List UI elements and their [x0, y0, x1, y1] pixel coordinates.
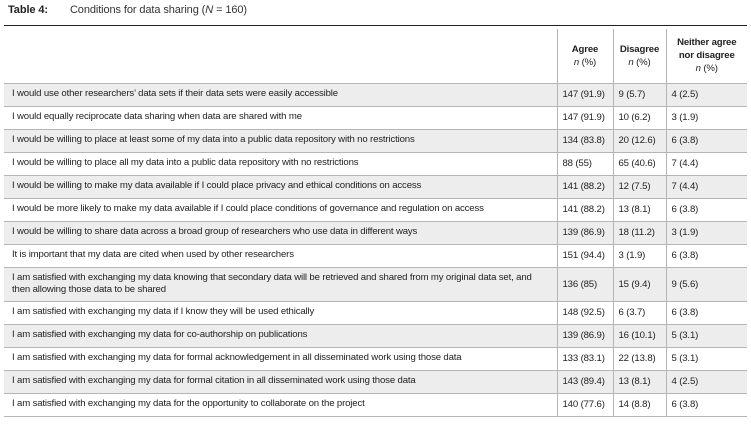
agree-cell: 140 (77.6): [557, 393, 613, 416]
table-row: [4, 267, 747, 301]
agree-cell: 139 (86.9): [557, 221, 613, 244]
agree-cell: 136 (85): [557, 267, 613, 301]
disagree-cell: 10 (6.2): [613, 106, 666, 129]
statement-cell: I would equally reciprocate data sharing when data are shared with me: [4, 106, 557, 129]
neither-cell: 3 (1.9): [666, 106, 747, 129]
header-statement: [4, 29, 557, 83]
agree-cell: 141 (88.2): [557, 198, 613, 221]
disagree-cell: 22 (13.8): [613, 347, 666, 370]
neither-cell: 4 (2.5): [666, 83, 747, 106]
neither-cell: 5 (3.1): [666, 324, 747, 347]
agree-cell: 148 (92.5): [557, 301, 613, 324]
data-sharing-table: [4, 29, 747, 417]
table-row: [4, 152, 747, 175]
neither-cell: 9 (5.6): [666, 267, 747, 301]
neither-cell: 6 (3.8): [666, 244, 747, 267]
neither-cell: 6 (3.8): [666, 301, 747, 324]
neither-cell: 6 (3.8): [666, 198, 747, 221]
header-agree: Agree n (%): [557, 29, 613, 83]
agree-cell: 88 (55): [557, 152, 613, 175]
neither-cell: 7 (4.4): [666, 175, 747, 198]
disagree-cell: 16 (10.1): [613, 324, 666, 347]
table-label: Table 4:: [8, 4, 48, 16]
disagree-cell: 13 (8.1): [613, 370, 666, 393]
statement-cell: I would be willing to place all my data into a public data repository with no restrictions: [4, 152, 557, 175]
neither-cell: 3 (1.9): [666, 221, 747, 244]
agree-cell: 147 (91.9): [557, 83, 613, 106]
disagree-cell: 14 (8.8): [613, 393, 666, 416]
statement-cell: I would be willing to make my data available if I could place privacy and ethical conditions on access: [4, 175, 557, 198]
table-row: [4, 129, 747, 152]
neither-cell: 7 (4.4): [666, 152, 747, 175]
table-row: [4, 393, 747, 416]
header-disagree: Disagree n (%): [613, 29, 666, 83]
statement-cell: I am satisfied with exchanging my data for the opportunity to collaborate on the project: [4, 393, 557, 416]
table-row: [4, 244, 747, 267]
table-row: [4, 198, 747, 221]
statement-cell: I am satisfied with exchanging my data for formal acknowledgement in all disseminated work using those data: [4, 347, 557, 370]
statement-cell: I would be willing to place at least some of my data into a public data repository with no restrictions: [4, 129, 557, 152]
table-body: [4, 83, 747, 416]
disagree-cell: 9 (5.7): [613, 83, 666, 106]
statement-cell: I would be willing to share data across a broad group of researchers who use data in different ways: [4, 221, 557, 244]
table-row: [4, 106, 747, 129]
statement-cell: I am satisfied with exchanging my data for formal citation in all disseminated work using those data: [4, 370, 557, 393]
agree-cell: 143 (89.4): [557, 370, 613, 393]
table-row: [4, 175, 747, 198]
table-row: [4, 83, 747, 106]
header-row: [4, 29, 747, 83]
agree-cell: 151 (94.4): [557, 244, 613, 267]
neither-cell: 4 (2.5): [666, 370, 747, 393]
agree-cell: 133 (83.1): [557, 347, 613, 370]
statement-cell: I am satisfied with exchanging my data knowing that secondary data will be retrieved and shared from my original data set, and then allowing those data to be shared: [4, 267, 557, 301]
disagree-cell: 18 (11.2): [613, 221, 666, 244]
table-title: Conditions for data sharing (N = 160): [69, 4, 247, 16]
statement-cell: I would be more likely to make my data available if I could place conditions of governance and regulation on access: [4, 198, 557, 221]
agree-cell: 141 (88.2): [557, 175, 613, 198]
table-caption: [8, 4, 247, 16]
agree-cell: 147 (91.9): [557, 106, 613, 129]
disagree-cell: 65 (40.6): [613, 152, 666, 175]
statement-cell: I would use other researchers’ data sets if their data sets were easily accessible: [4, 83, 557, 106]
agree-cell: 134 (83.8): [557, 129, 613, 152]
table-row: [4, 347, 747, 370]
header-neither: Neither agree nor disagree n (%): [666, 29, 747, 83]
disagree-cell: 6 (3.7): [613, 301, 666, 324]
disagree-cell: 3 (1.9): [613, 244, 666, 267]
neither-cell: 6 (3.8): [666, 393, 747, 416]
table-top-rule: [4, 25, 747, 26]
table-row: [4, 221, 747, 244]
statement-cell: I am satisfied with exchanging my data for co-authorship on publications: [4, 324, 557, 347]
table-row: [4, 301, 747, 324]
disagree-cell: 20 (12.6): [613, 129, 666, 152]
disagree-cell: 12 (7.5): [613, 175, 666, 198]
agree-cell: 139 (86.9): [557, 324, 613, 347]
statement-cell: I am satisfied with exchanging my data if I know they will be used ethically: [4, 301, 557, 324]
table-row: [4, 370, 747, 393]
neither-cell: 5 (3.1): [666, 347, 747, 370]
disagree-cell: 15 (9.4): [613, 267, 666, 301]
neither-cell: 6 (3.8): [666, 129, 747, 152]
statement-cell: It is important that my data are cited when used by other researchers: [4, 244, 557, 267]
disagree-cell: 13 (8.1): [613, 198, 666, 221]
table-row: [4, 324, 747, 347]
